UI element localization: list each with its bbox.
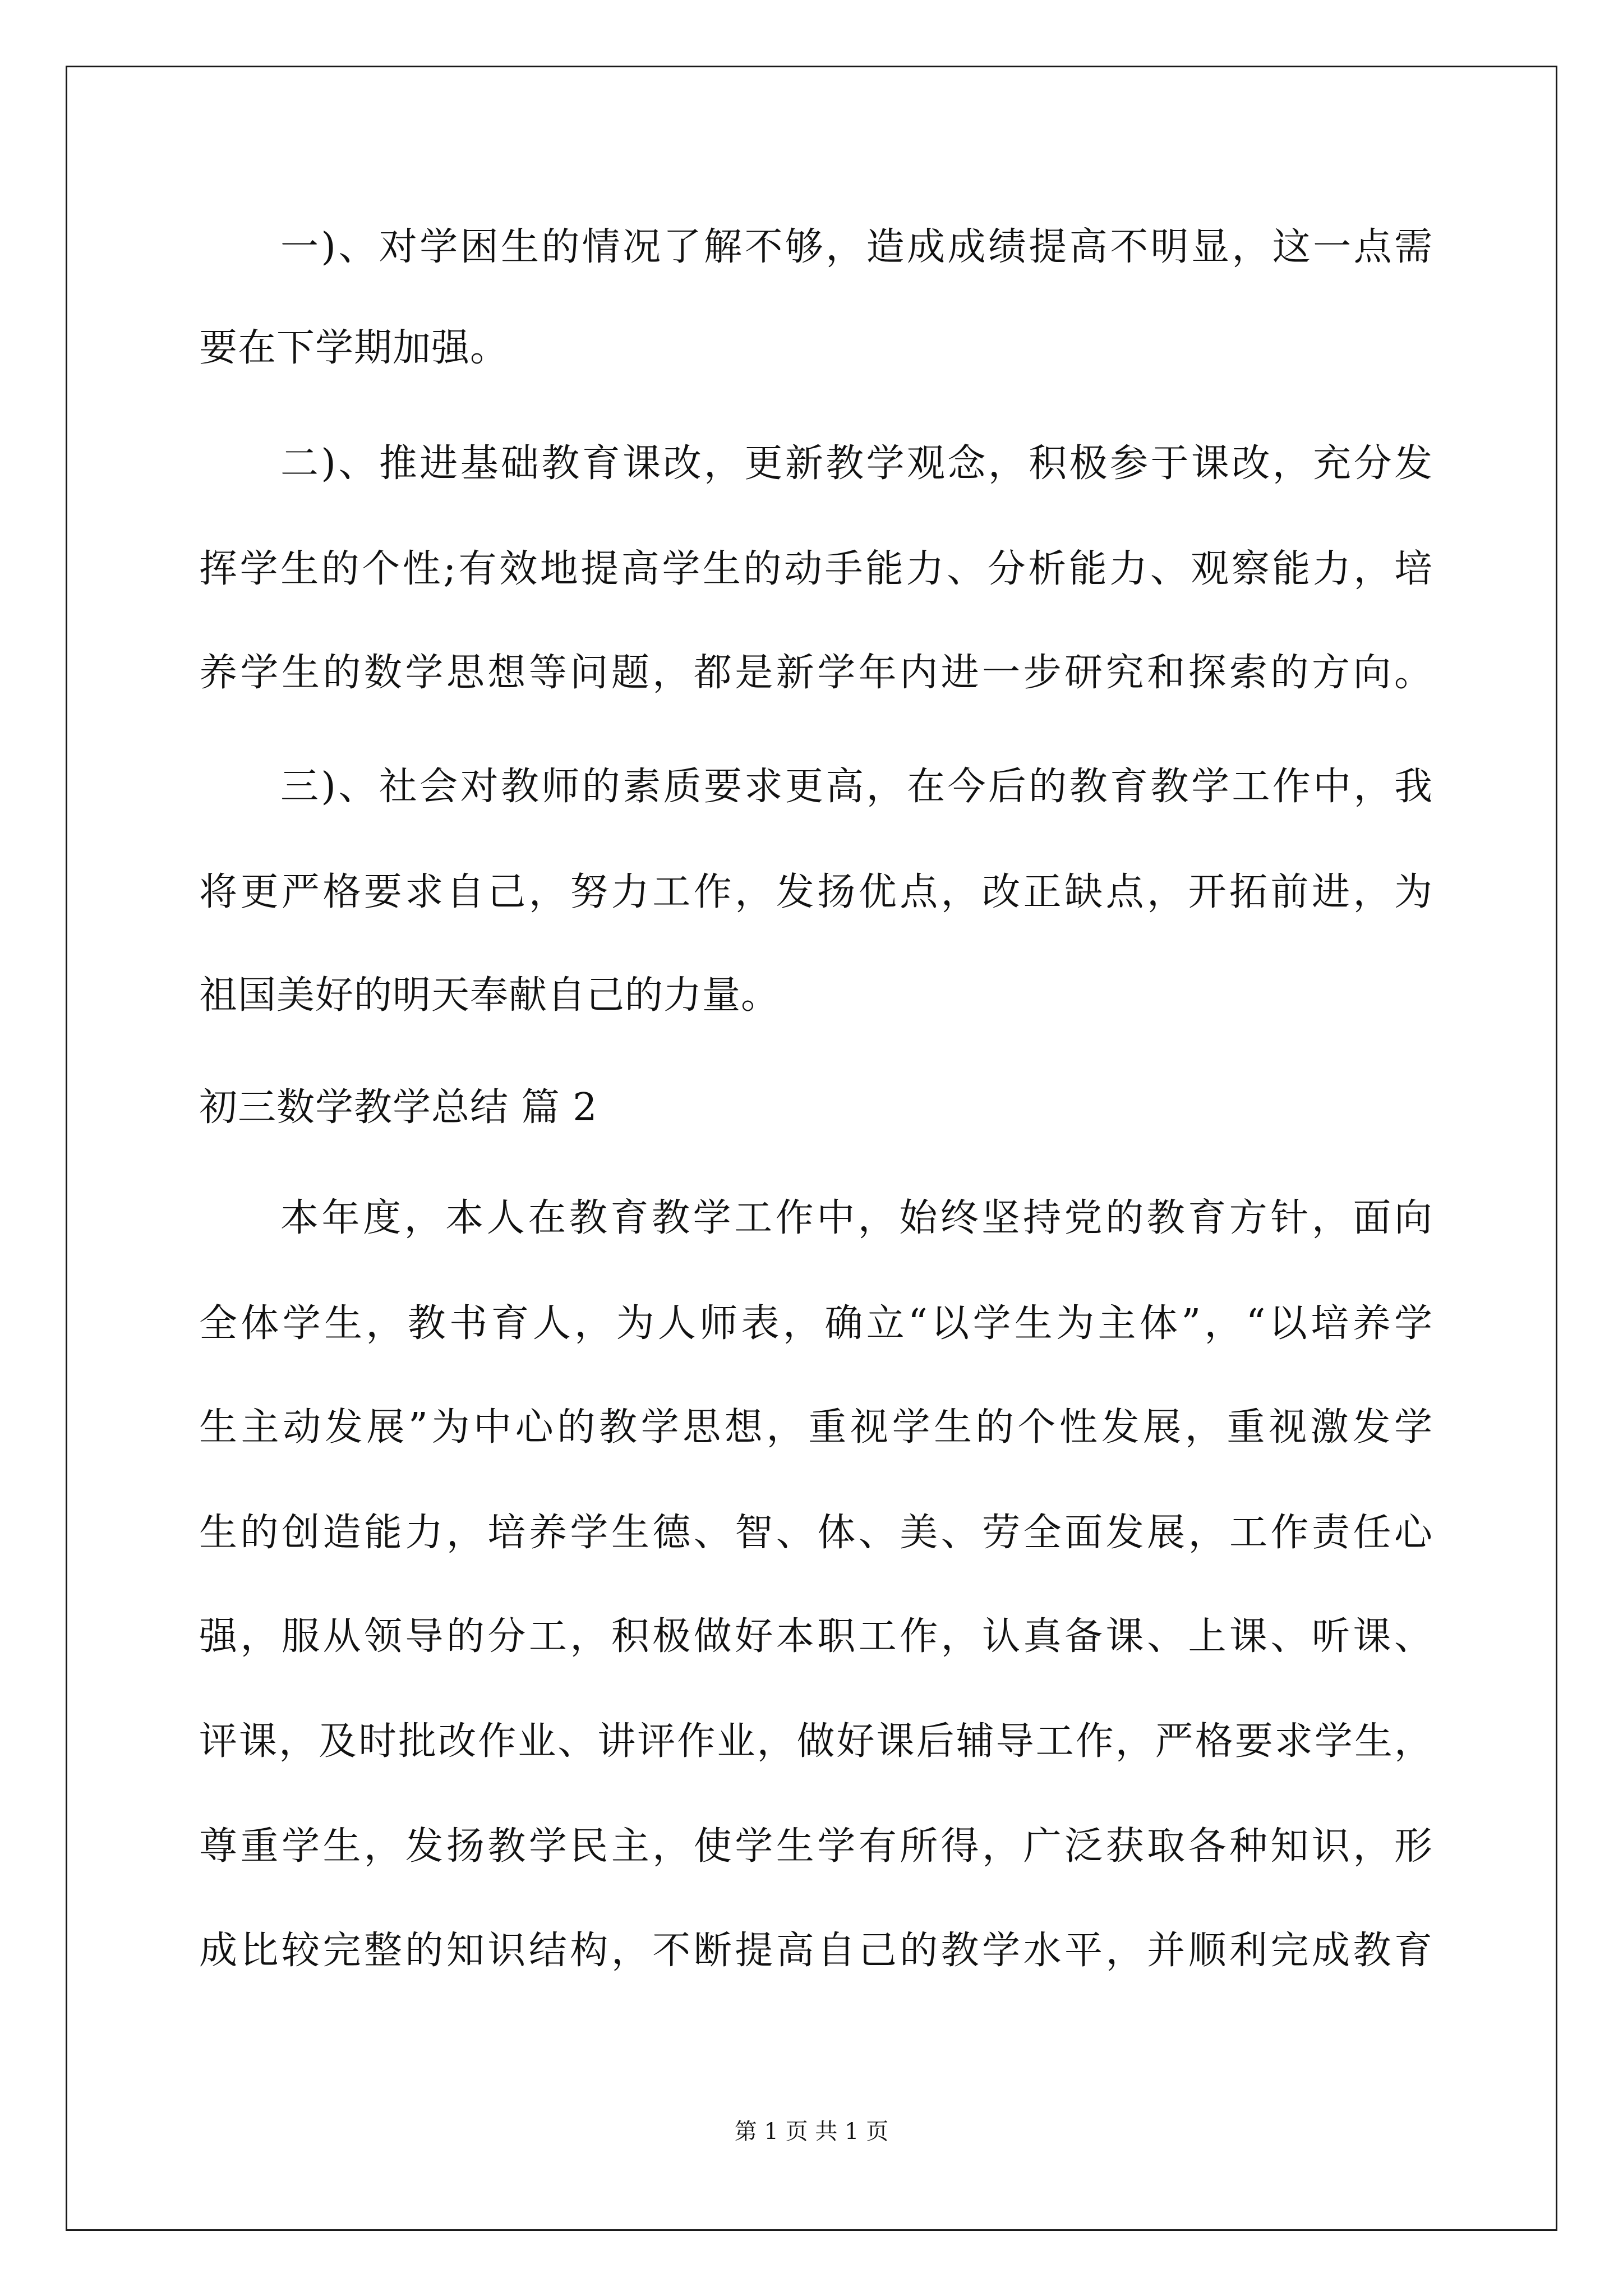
paragraph-2-line-3: 养学生的数学思想等问题，都是新学年内进一步研究和探索的方向。 bbox=[199, 651, 1433, 695]
paragraph-1-line-1: 一)、对学困生的情况了解不够，造成成绩提高不明显，这一点需 bbox=[280, 225, 1433, 269]
paragraph-2-line-1: 二)、推进基础教育课改，更新教学观念，积极参于课改，充分发 bbox=[280, 441, 1433, 486]
paragraph-3-line-2: 将更严格要求自己，努力工作，发扬优点，改正缺点，开拓前进，为 bbox=[199, 870, 1433, 914]
page-footer: 第 1 页 共 1 页 bbox=[734, 2119, 889, 2145]
section-heading: 初三数学教学总结 篇 2 bbox=[199, 1085, 598, 1130]
paragraph-4-line-5: 强，服从领导的分工，积极做好本职工作，认真备课、上课、听课、 bbox=[199, 1614, 1433, 1659]
paragraph-4-line-8: 成比较完整的知识结构，不断提高自己的教学水平，并顺利完成教育 bbox=[199, 1929, 1433, 1973]
paragraph-3-line-3: 祖国美好的明天奉献自己的力量。 bbox=[199, 973, 780, 1018]
paragraph-4-line-4: 生的创造能力，培养学生德、智、体、美、劳全面发展，工作责任心 bbox=[199, 1511, 1433, 1555]
paragraph-4-line-2: 全体学生，教书育人，为人师表，确立“以学生为主体”，“以培养学 bbox=[199, 1301, 1433, 1346]
paragraph-2-line-2: 挥学生的个性;有效地提高学生的动手能力、分析能力、观察能力，培 bbox=[199, 547, 1433, 591]
paragraph-3-line-1: 三)、社会对教师的素质要求更高，在今后的教育教学工作中，我 bbox=[280, 765, 1433, 809]
paragraph-4-line-3: 生主动发展”为中心的教学思想，重视学生的个性发展，重视激发学 bbox=[199, 1405, 1433, 1450]
paragraph-4-line-1: 本年度，本人在教育教学工作中，始终坚持党的教育方针，面向 bbox=[280, 1196, 1433, 1240]
paragraph-4-line-6: 评课，及时批改作业、讲评作业，做好课后辅导工作，严格要求学生， bbox=[199, 1719, 1433, 1764]
page-border bbox=[66, 66, 1557, 2231]
paragraph-4-line-7: 尊重学生，发扬教学民主，使学生学有所得，广泛获取各种知识，形 bbox=[199, 1824, 1433, 1869]
paragraph-1-line-2: 要在下学期加强。 bbox=[199, 326, 509, 370]
